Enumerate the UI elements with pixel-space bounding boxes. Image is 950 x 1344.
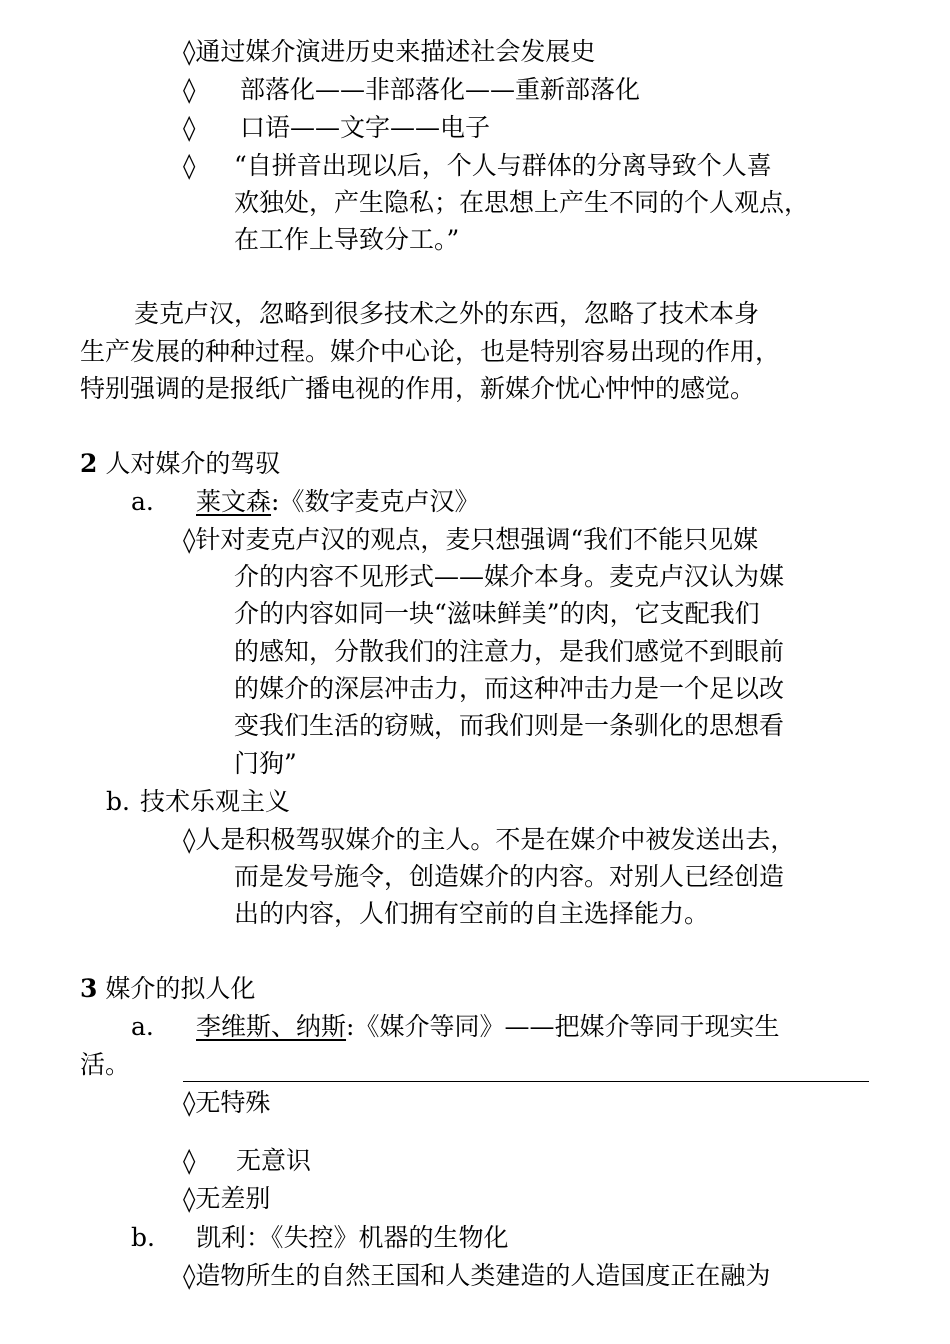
item-a-reeves-nass [196, 1008, 779, 1045]
author-name: 莱文森 [196, 487, 272, 516]
section-number: 3 [80, 974, 98, 1003]
paragraph-line-1: 麦克卢汉，忽略到很多技术之外的东西，忽略了技术本身 [134, 299, 760, 328]
quote-line-3: 在工作上导致分工。” [234, 225, 460, 254]
bullet-media-history: ◊通过媒介演进历史来描述社会发展史 [183, 37, 596, 66]
section-heading-2 [80, 445, 280, 482]
quote-line-2: 欢独处，产生隐私；在思想上产生不同的个人观点， [234, 188, 810, 217]
bullet-tribalization: 部落化——非部落化——重新部落化 [240, 75, 641, 104]
optimism-line-1: ◊人是积极驾驭媒介的主人。不是在媒介中被发送出去， [183, 825, 796, 854]
levinson-quote-line-1: ◊针对麦克卢汉的观点，麦只想强调“我们不能只见媒 [183, 525, 759, 554]
author-name: 李维斯、纳斯 [196, 1012, 347, 1041]
section-title: 人对媒介的驾驭 [105, 449, 281, 478]
levinson-quote-line-3: 介的内容如同一块“滋味鲜美”的肉，它支配我们 [234, 599, 760, 628]
levinson-quote-line-7: 门狗” [234, 749, 297, 778]
diamond-bullet-icon: ◊ [183, 1146, 196, 1175]
levinson-quote-line-6: 变我们生活的窃贼，而我们则是一条驯化的思想看 [234, 711, 785, 740]
book-title: :《媒介等同》——把媒介等同于现实生 [346, 1012, 780, 1041]
levinson-quote-line-5: 的媒介的深层冲击力，而这种冲击力是一个足以改 [234, 674, 785, 703]
bullet-no-special: ◊无特殊 [183, 1088, 271, 1117]
item-a-levinson [196, 483, 479, 520]
kelly-line-1: ◊造物所生的自然王国和人类建造的人造国度正在融为 [183, 1261, 771, 1290]
item-label-a: a. [131, 487, 154, 516]
levinson-quote-line-4: 的感知，分散我们的注意力，是我们感觉不到眼前 [234, 637, 785, 666]
bullet-oral-written-electronic: 口语——文字——电子 [240, 113, 491, 142]
item-label-b: b. [131, 1223, 155, 1252]
item-a-continuation: 活。 [80, 1050, 131, 1079]
paragraph-line-2: 生产发展的种种过程。媒介中心论，也是特别容易出现的作用， [80, 337, 781, 366]
item-label-b: b. [106, 787, 130, 816]
book-title: :《数字麦克卢汉》 [271, 487, 480, 516]
quote-line-1: “自拼音出现以后，个人与群体的分离导致个人喜 [234, 151, 772, 180]
paragraph-line-3: 特别强调的是报纸广播电视的作用，新媒介忧心忡忡的感觉。 [80, 374, 756, 403]
levinson-quote-line-2: 介的内容不见形式——媒介本身。麦克卢汉认为媒 [234, 562, 785, 591]
diamond-bullet-icon: ◊ [183, 151, 196, 180]
section-title: 媒介的拟人化 [105, 974, 256, 1003]
section-number: 2 [80, 449, 98, 478]
bullet-no-awareness: 无意识 [236, 1146, 312, 1175]
item-b-kelly: 凯利：《失控》机器的生物化 [196, 1223, 509, 1252]
item-label-a: a. [131, 1012, 154, 1041]
item-b-tech-optimism: 技术乐观主义 [140, 787, 291, 816]
optimism-line-3: 出的内容，人们拥有空前的自主选择能力。 [234, 899, 710, 928]
bullet-no-difference: ◊无差别 [183, 1184, 271, 1213]
diamond-bullet-icon: ◊ [183, 75, 196, 104]
section-heading-3 [80, 970, 255, 1007]
diamond-bullet-icon: ◊ [183, 113, 196, 142]
horizontal-rule [183, 1081, 869, 1082]
optimism-line-2: 而是发号施令，创造媒介的内容。对别人已经创造 [234, 862, 785, 891]
